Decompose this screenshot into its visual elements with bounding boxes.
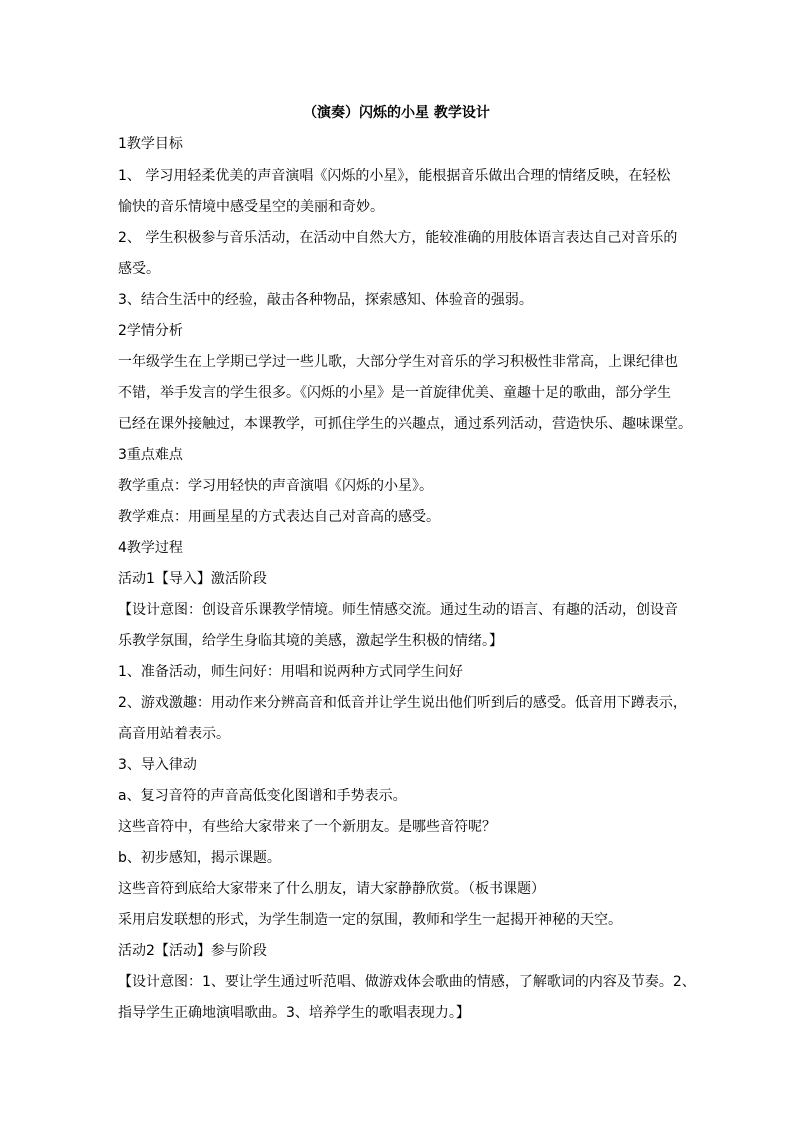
paragraph-line: a、复习音符的声音高低变化图谱和手势表示。 <box>118 788 407 804</box>
paragraph-line: 已经在课外接触过，本课教学，可抓住学生的兴趣点，通过系列活动，营造快乐、趣味课堂。 <box>118 416 692 432</box>
paragraph-line: 一年级学生在上学期已学过一些儿歌，大部分学生对音乐的学习积极性非常高，上课纪律也 <box>118 354 678 370</box>
paragraph-line: 采用启发联想的形式，为学生制造一定的氛围，教师和学生一起揭开神秘的天空。 <box>118 912 622 928</box>
activity-heading: 活动2【活动】参与阶段 <box>118 943 267 959</box>
activity-heading: 活动1【导入】激活阶段 <box>118 571 267 587</box>
paragraph-line: 教学难点：用画星星的方式表达自己对音高的感受。 <box>118 509 440 525</box>
paragraph-line: 感受。 <box>118 261 160 277</box>
paragraph-line: 【设计意图：1、要让学生通过听范唱、做游戏体会歌曲的情感，了解歌词的内容及节奏。2、 <box>118 974 696 990</box>
paragraph-line: 愉快的音乐情境中感受星空的美丽和奇妙。 <box>118 199 384 215</box>
paragraph-line: 3、结合生活中的经验，敲击各种物品，探索感知、体验音的强弱。 <box>118 292 533 308</box>
paragraph-line: 教学重点：学习用轻快的声音演唱《闪烁的小星》。 <box>118 478 433 494</box>
paragraph-line: 3、导入律动 <box>118 757 197 773</box>
paragraph-line: 这些音符中，有些给大家带来了一个新朋友。是哪些音符呢？ <box>118 819 496 835</box>
paragraph-line: 高音用站着表示。 <box>118 726 230 742</box>
section-heading-teaching-goals: 1教学目标 <box>118 136 183 152</box>
paragraph-line: 乐教学氛围，给学生身临其境的美感，激起学生积极的情绪。】 <box>118 633 503 649</box>
paragraph-line: 1、 学习用轻柔优美的声音演唱《闪烁的小星》，能根据音乐做出合理的情绪反映，在轻松 <box>118 168 671 184</box>
section-heading-teaching-process: 4教学过程 <box>118 540 183 556</box>
paragraph-line: 2、游戏激趣：用动作来分辨高音和低音并让学生说出他们听到后的感受。低音用下蹲表示， <box>118 695 687 711</box>
paragraph-line: b、初步感知，揭示课题。 <box>118 850 281 866</box>
paragraph-line: 2、 学生积极参与音乐活动，在活动中自然大方，能较准确的用肢体语言表达自己对音乐的 <box>118 230 678 246</box>
paragraph-line: 不错，举手发言的学生很多。《闪烁的小星》是一首旋律优美、童趣十足的歌曲，部分学生 <box>118 385 671 401</box>
paragraph-line: 【设计意图：创设音乐课教学情境。师生情感交流。通过生动的语言、有趣的活动，创设音 <box>118 602 678 618</box>
paragraph-line: 1、准备活动，师生问好：用唱和说两种方式同学生问好 <box>118 664 463 680</box>
section-heading-student-analysis: 2学情分析 <box>118 323 183 339</box>
paragraph-line: 指导学生正确地演唱歌曲。3、培养学生的歌唱表现力。】 <box>118 1005 470 1021</box>
section-heading-key-points: 3重点难点 <box>118 447 183 463</box>
document-title: （演奏）闪烁的小星 教学设计 <box>303 105 490 121</box>
paragraph-line: 这些音符到底给大家带来了什么朋友，请大家静静欣赏。（板书课题） <box>118 881 545 897</box>
